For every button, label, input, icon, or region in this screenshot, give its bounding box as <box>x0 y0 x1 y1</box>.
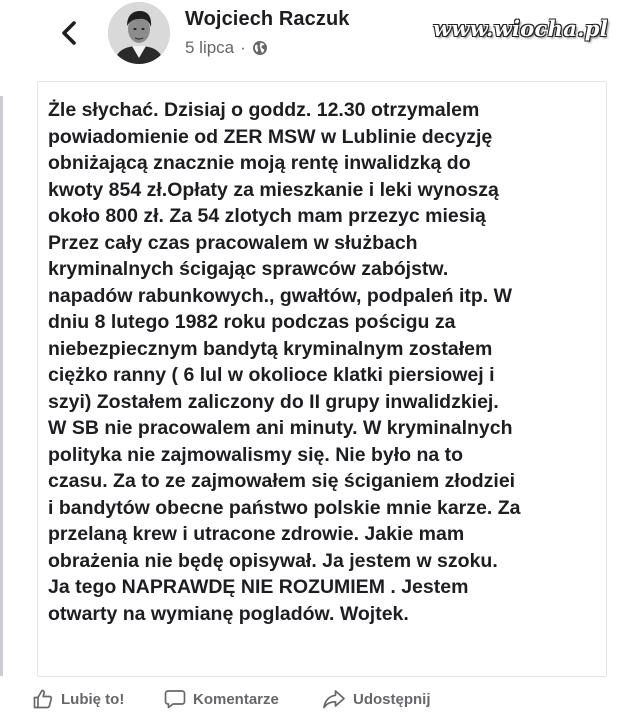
author-name[interactable]: Wojciech Raczuk <box>185 8 350 30</box>
post-card <box>37 81 607 677</box>
comment-label: Komentarze <box>193 690 279 708</box>
left-border-line <box>0 96 3 676</box>
share-label: Udostępnij <box>353 690 431 708</box>
share-button[interactable] <box>322 688 431 710</box>
post-meta <box>185 38 268 58</box>
meta-separator: · <box>240 38 246 57</box>
like-label: Lubię to! <box>61 690 125 708</box>
share-arrow-icon <box>322 688 346 710</box>
post-actions-bar <box>0 680 620 716</box>
post-date[interactable]: 5 lipca <box>185 38 235 57</box>
post-header <box>0 0 620 78</box>
author-avatar[interactable] <box>108 2 170 64</box>
back-button[interactable] <box>52 16 86 50</box>
globe-icon[interactable] <box>252 40 268 56</box>
avatar-photo <box>108 2 170 64</box>
watermark-logo: www.wiocha.pl <box>432 16 608 41</box>
like-button[interactable] <box>32 688 124 710</box>
comment-button[interactable] <box>164 688 279 710</box>
speech-bubble-icon <box>164 688 186 710</box>
post-text: Żle słychać. Dzisiaj o goddz. 12.30 otrzymalem powiadomienie od ZER MSW w Lublinie decyzję obniżającą znacznie moją rentę inwalidzką do kwoty 854 zł.Opłaty za mieszkanie i leki wynoszą około 800 zł. Za 54 zlotych mam przezyc miesią Przez cały czas pracowalem w służbach kryminalnych ścigając sprawców zabójstw. napadów rabunkowych., gwałtów, podpaleń itp. W dniu 8 lutego 1982 roku podczas pościgu za niebezpiecznym bandytą kryminalnym zostałem ciężko ranny ( 6 lul w okolioce klatki piersiowej i szyi) Zostałem zaliczony do II grupy inwalidzkiej. W SB nie pracowalem ani minuty. W kryminalnych polityka nie zajmowalismy się. Nie było na to czasu. Za to ze zajmowałem się ściganiem złodziei i bandytów obecne państwo polskie mnie karze. Za przelaną krew i utracone zdrowie. Jakie mam obrażenia nie będę opisywał. Ja jestem w szoku. Ja tego NAPRAWDĘ NIE ROZUMIEM . Jestem otwarty na wymianę pogladów. Wojtek. <box>48 99 521 625</box>
thumbs-up-icon <box>32 688 54 710</box>
chevron-left-icon <box>60 20 78 46</box>
